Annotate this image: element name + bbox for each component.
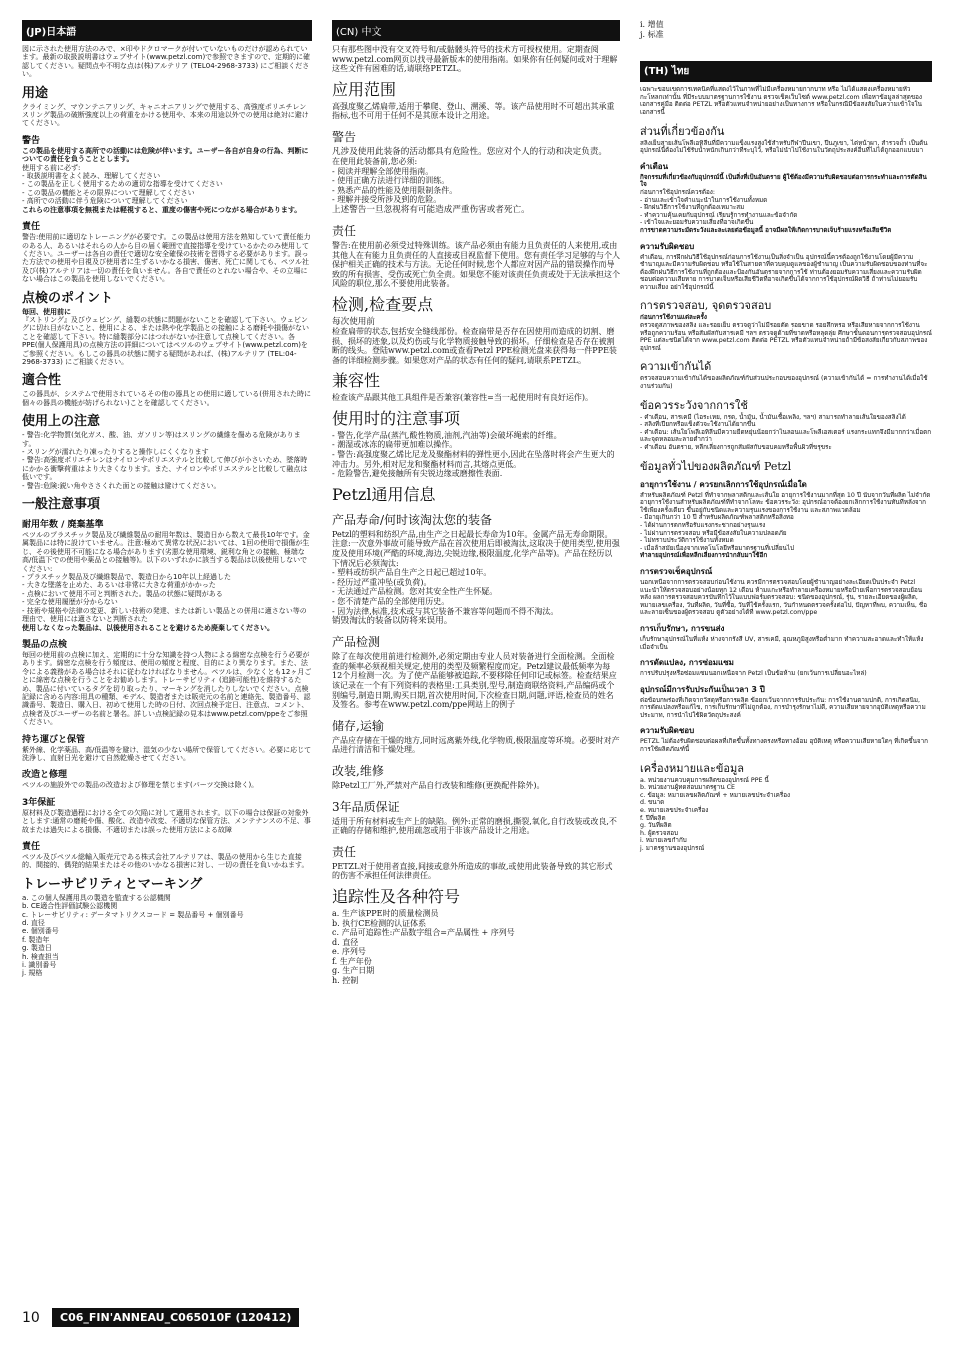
list-item: - มีอายุเกินกว่า 10 ปี สำหรับผลิตภัณฑ์พลาสติกหรือสิ่งทอ [640,514,794,522]
cn-trace-title: 追踪性及各种符号 [332,886,461,906]
jp-compat-text: この器具が、システムで使用されているその他の器具との使用に適している(併用された時に個々の器具の機能が妨げられない)ことを確認してください。 [22,390,312,407]
jp-warranty-title: 3年保証 [22,797,56,808]
th-prec-list [640,414,932,452]
list-item: - ฝึกฝนวิธีการใช้งานที่ถูกต้องเหมาะสม [640,204,745,212]
cn-warning-end: 上述警告一旦忽视将有可能造成严重伤害或者死亡。 [332,204,530,215]
th-liability-text: PETZL ไม่ต้องรับผิดชอบต่อผลที่เกิดขึ้นทั้งทางตรงหรือทางอ้อม อุบัติเหตุ หรือความเสียหายใดๆ ที่เกิดขึ้นจากการใช้ผลิตภัณฑ์นี้ [640,738,928,754]
cn-compat-text: 检查该产品跟其他工具组件是否兼容(兼容性=当一起使用时有良好运作)。 [332,393,593,403]
list-item: - 潮湿或冰冻的扁带更加难以操作。 [332,440,458,450]
cn-warning-list [332,167,620,205]
jp-resp-title: 責任 [22,222,41,233]
list-item: e. หมายเลขประจำเครื่อง [640,807,709,815]
jp-warning-list [22,172,312,206]
jp-resp-text: 警告:使用前に適切なトレーニングが必要です。この製品は使用方法を熟知していて責任能力のある人、あるいはそれらの人から目の届く範囲で直接指導を受けているかたのみ使用してください。ユーザーは各自の責任で適切な安全確保の技術を習得する必要があります。誤った方法での使用や目視及び使用者に生ずるいかなる損害、傷害、死亡に関しても、ペツル社及び(株)アルテリアは一切の責任を負いません。各自で責任のとれない場合や、その立場にない場合はこの製品を使用しないでください。 [22,233,311,284]
language-header-jp: (JP)日本語 [22,20,312,41]
jp-compat-title: 適合性 [22,373,62,389]
jp-liability-title: 責任 [22,842,41,852]
list-item: - 危险警告,避免接触所有尖锐边缘或磨擦性表面. [332,469,503,479]
list-item: - คำเตือน อันตราย, หลีกเลี่ยงการถูกสัมผัสกับขอบคมหรือพื้นผิวที่ขรุขระ [640,444,832,451]
list-item: - 大きな墜落を止めた、あるいは非常に大きな荷重がかかった [22,581,216,590]
list-item: a. 生产该PPE时的质量检测员 [332,908,439,918]
list-item: - 无法通过产品检测。您对其安全性产生怀疑。 [332,587,498,597]
list-item: c. 产品可追踪性:产品数字组合=产品属性 + 序列号 [332,928,515,938]
th-liability-title: ความรับผิดชอบ [640,726,695,736]
jp-prec-title: 使用上の注意 [22,414,101,430]
list-item: - อ่านและเข้าใจคำแนะนำในการใช้งานทั้งหมด [640,196,768,204]
list-item: - 点検において使用不可と判断された。製品の状態に疑問がある [22,589,223,598]
list-item: i. 識別番号 [22,961,57,970]
th-life-list [640,514,932,552]
jp-insp-text: 毎回の使用前の点検に加え、定期的に十分な知識を持つ人物による綿密な点検を行う必要があります。綿密な点検を行う頻度は、使用の頻度と程度、目的により異なります。また、法令による義務がある場合はそれに従わなければなりません。ペツルは、少なくとも12ヶ月ごとに綿密な点検を行うことをお勧めします。トレーサビリティ (追跡可能性)を維持するため、製品に付いているタグを切り取ったり、マーキングを消したりしないでください。点検記録に含める内容:用具の種類、モデル、製造者または販売元の名前と連絡先、製造番号、認識番号、製造日、購入日、初めて使用した時の日付、次回点検予定日、注意点、コメント、点検者及びユーザーの名前と署名。詳しい点検記録の見本はwww.petzl.com/ppeをご参照ください。 [22,650,312,727]
th-trace-list [640,777,932,853]
cn-warranty-title: 3年品质保证 [332,799,400,814]
list-item: - 塑料或纺织产品自生产之日起已超过10年。 [332,568,492,578]
page-footer [22,1308,322,1330]
cn-compat-title: 兼容性 [332,371,381,391]
list-item: c. トレーサビリティ: データマトリクスコード = 製品番号 + 個別番号 [22,910,244,919]
th-compat-text: ตรวจสอบความเข้ากันได้ของผลิตภัณฑ์กับส่วนประกอบของอุปกรณ์ (ความเข้ากันได้ = การทำงานได้เมื่อใช้งานร่วมกัน) [640,375,928,391]
jp-life-end: 使用しなくなった製品は、以後使用されることを避けるため廃棄してください。 [22,623,274,632]
language-header-cn: (CN) 中文 [332,20,620,41]
list-item: j. 标准 [640,29,664,39]
list-item: - 因为法律,标准,技术或与其它装备不兼容等问题而不得不淘汰。 [332,606,559,616]
cn-liability-title: 责任 [332,844,357,859]
th-check-sub: ก่อนการใช้งานแต่ละครั้ง [640,314,707,322]
jp-intro: 図に示された使用方法のみで、×印やドクロマークが付いていないものだけが認められています。最新の取扱説明書はウェブサイト(www.petzl.com)で参照できますので、定期的に確認してください。疑問点や不明な点は(株)アルテリア (TEL04-2968-3733) にご相談ください。 [22,45,311,79]
th-compat-title: ความเข้ากันได้ [640,360,712,374]
jp-mod-title: 改造と修理 [22,770,68,781]
list-item: f. ปีที่ผลิต [640,814,666,822]
list-item: - 技術や規格や法律の変更、新しい技術の発達、または新しい製品との併用に適さない等の理由で、使用には適さないと判断された [22,606,307,624]
cn-life-title: 产品寿命/何时该淘汰您的装备 [332,512,493,527]
th-trace-title: เครื่องหมายและข้อมูล [640,761,744,775]
list-item: e. 個別番号 [22,927,59,936]
list-item: b. 执行CE检测的认证体系 [332,918,427,928]
list-item: i. 增值 [640,20,664,29]
thai-column [640,20,932,853]
cn-resp-title: 责任 [332,223,357,238]
list-item: - 取扱説明書をよく読み、理解してください [22,172,161,181]
japanese-column [22,20,312,978]
jp-insp-title: 製品の点検 [22,639,68,650]
jp-warning-title: 警告 [22,135,41,146]
th-mod-text: การปรับปรุงหรือซ่อมแซมนอกเหนือจาก Petzl เป็นข้อห้าม (ยกเว้นการเปลี่ยนอะไหล่) [640,670,867,678]
cn-store-title: 储存,运输 [332,718,384,733]
cn-life-list [332,568,620,616]
jp-usage-title: 用途 [22,85,49,101]
cn-trace-list [332,909,620,986]
list-item: - ทำความคุ้นเคยกับอุปกรณ์ เรียนรู้การทำงานและข้อจำกัด [640,211,798,219]
th-warranty-text: ต่อข้อบกพร่องที่เกิดจากวัสดุหรือการผลิต ข้อยกเว้นจากการรับประกัน: การใช้งานตามปกติ, การเกิดสนิม, การดัดแปลงหรือแก้ไข, การเก็บรักษาที่ไม่ถูกต้อง, การบำรุงรักษาไม่ดี, ความเสียหายจากอุบัติเหตุหรือความประมาท, การนำไปใช้ผิดวัตถุประสงค์ [640,696,926,719]
jp-liability-text: ペツル及びペツル総輸入販売元である株式会社アルテリアは、製品の使用から生じた直接的、間接的、偶発的結果またはその他のいかなる損害に対し、一切の責任を負いかねます。 [22,853,309,870]
list-item: h. 控制 [332,976,359,986]
cn-usage-text: 高强度聚乙烯扁带,适用于攀爬、登山、溯溪、等。该产品使用时不可超出其承重指标,也不可用于任何不是其原本设计之用途。 [332,101,615,121]
list-item: - 警告:高強度ポリエチレンはナイロンやポリエステルと比較して伸びが小さいため、墜落時にかかる衝撃荷重はより大きくなります。また、ナイロンやポリエステルと比較して融点は低いです。 [22,456,308,482]
list-item: g. 製造日 [22,944,52,953]
list-item: - この製品の機能とその限界について理解してください [22,188,195,197]
cn-warranty-text: 适用于所有材料或生产上的缺陷。例外:正常的磨损,撕裂,氧化,自行改装或改良,不正确的存储和维护,使用疏忽或用于非该产品设计之用途。 [332,816,617,836]
th-warning-title: คำเตือน [640,161,669,171]
jp-check-title: 点検のポイント [22,290,114,306]
list-item: - 您不清楚产品的全部使用历史。 [332,597,450,606]
th-warning-pre: ก่อนการใช้อุปกรณ์ควรต้อง: [640,188,715,196]
page-number: 10 [22,1310,40,1326]
jp-mod-text: ペツルの施設外での製品の改造および修理を禁じます(パーツ交換は除く)。 [22,781,259,790]
list-item: - 使用正确方法进行详细的训练。 [332,176,450,186]
th-intro: เฉพาะขอบเขตการเทคนิคที่แสดงไว้ในภาพที่ไม่มีเครื่องหมายกากบาท หรือ ไม่ได้แสดงเครื่องหมายหัวกะโหลกเท่านั้น ที่มีระบบมาตรฐานการใช้งาน ตรวจเช็คเว็บไซต์ www.petzl.com เพื่อหาข้อมูลล่าสุดของเอกสารคู่มือ ติดต่อ PETZL หรือตัวแทนจำหน่ายอย่างเป็นทางการ หรือในกรณีมีข้อสงสัยในความเข้าใจในเอกสารนี้ [640,86,923,116]
list-item: f. 生产年份 [332,956,372,966]
cn-life-end: 销毁淘汰的装备以防将来误用。 [332,616,453,627]
th-warning-end: การขาดความระมัดระวังและละเลยต่อข้อมูลนี้ อาจมีผลให้เกิดการบาดเจ็บร้ายแรงหรือเสียชีวิต [640,226,892,234]
list-item: - สลิงที่เปียกหรือแข็งตัวจะใช้งานได้ยากขึ้น [640,421,756,429]
cn-warning-bold: 凡涉及使用此装备的活动都具有危险性。您应对个人的行动和决定负责。 [332,146,608,157]
document-code: C06_FIN'ANNEAU_C065010F (120412) [52,1308,299,1327]
th-general-title: ข้อมูลทั่วไปของผลิตภัณฑ์ Petzl [640,459,792,473]
cn-insp-text: 除了在每次使用前进行检测外,必须定期由专业人员对装备进行全面检测。全面检查的频率必须视相关规定,使用的类型及频繁程度而定。Petzl建议最低频率为每12个月检测一次。为了使产品能够被追踪,不要移除任何印记或标签。检查结果应该记录在一个有下列资料的表格里:工具类别,型号,制造商联络资料,产品编码或个别编号,制造日期,购买日期,首次使用时间,下次检查日期,问题,评语,检查员的姓名及签名。参考在www.petzl.com/ppe网站上的例子 [332,652,617,710]
cn-usage-title: 应用范围 [332,79,397,99]
cn-insp-title: 产品检测 [332,635,381,650]
list-item: a. この個人保護用具の製造を監査する公認機関 [22,893,171,902]
cn-mod-title: 改装,维修 [332,763,384,778]
list-item: - ได้ผ่านการตกหรือรับแรงกระชากอย่างรุนแรง [640,521,766,529]
list-item: - スリングが濡れたり凍ったりすると操作しにくくなります [22,448,209,456]
cn-general-title: Petzl通用信息 [332,484,436,504]
list-item: h. ผู้ตรวจสอบ [640,829,679,837]
jp-warning-end: これらの注意事項を無視または軽視すると、重度の傷害や死につながる場合があります。 [22,205,302,214]
list-item: - 警告:高强度聚乙烯比尼龙及聚酯材料的弹性更小,因此在坠落时将会产生更大的冲击力。另外,相对尼龙和聚酯材料而言,其熔点更低。 [332,450,615,469]
list-item: d. ขนาด [640,799,665,807]
jp-trace-list [22,894,312,978]
jp-life-text: ペツルのプラスチック製品及び繊維製品の耐用年数は、製造日から数えて最長10年です。金属製品には特に設けていません。注意:極めて異常な状況においては、1回の使用で損傷が生じ、その後使用不可能になる場合があります(劣悪な使用環境、鋭利な角との接触、極端な高/低温下での使用や薬品との接触等)。以下のいずれかに該当する製品は以後使用しないでください: [22,531,310,573]
th-usage-text: สลิงเย็บสายเส้นโพลีเอทิลีนที่มีความแข็งแรงสูงใช้สำหรับกีฬาปีนเขา, ปีนภูเขา, ไต่หน้าผา, สำรวจถ้ำ เป็นต้น อุปกรณ์นี้ต้องไม่ใช้รับน้ำหนักเกินกว่าที่ระบุไว้, หรือไม่นำไปใช้งานในวัตถุประสงค์อื่นที่ไม่ได้ถูกออกแบบมา [640,139,928,155]
cn-check-text: 检查扁带的状态,包括安全缝线部份。检查扁带是否存在因使用而造成的切割、磨损、损坏的迹象,以及灼伤或与化学物质接触导致的损坏。仔细检查是否存在被割断的线头。登陆www.petzl.com或查看Petzl PPE检测光盘来获得每一件PPE装备的详细检测步骤。如果您对产品的状态有任何的疑问,请联系PETZL。 [332,326,617,365]
list-item: c. ข้อมูล: หมายเลขผลิตภัณฑ์ + หมายเลขประจำเครื่อง [640,791,791,799]
cn-resp-text: 警告:在使用前必须受过特殊训练。该产品必须由有能力且负责任的人来使用,或由其他人在有能力且负责任的人直接或目视监督下使用。您有责任学习足够的与个人保护相关正确的技术与方法。无论任何时候,您个人都应对因产品的错误操作而导致的所有损害、受伤或死亡负全责。如果您不能对该责任负责或处于无法承担这个风险的职位,那么不要使用此装备。 [332,240,620,289]
list-item: f. 製造年 [22,935,50,944]
cn-liability-text: PETZL对于使用者直接,间接或意外所造成的事故,或使用此装备导致的其它形式的伤害不承担任何法律责任。 [332,861,613,881]
list-item: - ไม่ทราบประวัติการใช้งานทั้งหมด [640,537,734,545]
list-item: - ไม่ผ่านการตรวจสอบ หรือมีข้อสงสัยในความปลอดภัย [640,529,787,537]
cn-store-text: 产品应存储在干燥的地方,同时远离紫外线,化学物质,极限温度等环境。必要时对产品进行清洁和干燥处理。 [332,735,620,755]
jp-life-list [22,573,312,623]
cn-check-sub: 每次使用前 [332,316,375,327]
language-header-th: (TH) ไทย [640,61,932,82]
th-warning-list [640,197,932,227]
list-item: a. หน่วยงานควบคุมการผลิตของอุปกรณ์ PPE นี้ [640,776,769,784]
jp-general-title: 一般注意事項 [22,497,101,513]
th-life-text: สำหรับผลิตภัณฑ์ Petzl ที่ทำจากพลาสติกและเส้นใย อายุการใช้งานมากที่สุด 10 ปี นับจากวันที่ผลิต ไม่จำกัดอายุการใช้งานสำหรับผลิตภัณฑ์ที่ทำจากโลหะ ข้อควรระวัง: อุปกรณ์อาจต้องยกเลิกการใช้งานทันทีหลังจากใช้เพียงครั้งเดียว ขึ้นอยู่กับชนิดและความรุนแรงของการใช้งาน และสภาพแวดล้อม [640,491,931,514]
list-item: g. วันที่ผลิต [640,822,672,830]
th-check-text: ตรวจดูสภาพของสลิง และรอยเย็บ ตรวจดูว่าไม่มีรอยตัด รอยขาด รอยสึกหรอ หรือเสียหายจากการใช้งาน หรือถูกความร้อน หรือสัมผัสกับสารเคมี ฯลฯ ตรวจดูด้ายที่ขาดหรือหลุดลุ่ย ศึกษาขั้นตอนการตรวจสอบอุปกรณ์ PPE แต่ละชนิดได้จาก www.petzl.com ติดต่อ PETZL หรือตัวแทนจำหน่ายถ้ามีข้อสงสัยเกี่ยวกับสภาพของอุปกรณ์ [640,322,932,352]
list-item: - เมื่อล้าสมัยเนื่องจากเทคโนโลยีหรือมาตรฐานที่เปลี่ยนไป [640,544,795,552]
list-item: b. CE適合性評価試験公認機関 [22,902,118,911]
list-item: - 高所での活動に伴う危険について理解してください [22,197,188,206]
th-store-title: การเก็บรักษา, การขนส่ง [640,623,725,633]
list-item: d. 直径 [22,919,45,928]
cn-warning-title: 警告 [332,129,357,144]
th-store-text: เก็บรักษาอุปกรณ์ในที่แห้ง ห่างจากรังสี UV, สารเคมี, อุณหภูมิสูงหรือต่ำมาก ทำความสะอาดและทำให้แห้งเมื่อจำเป็น [640,635,924,651]
th-prec-title: ข้อควรระวังจากการใช้ [640,398,748,412]
th-warranty-title: อุปกรณ์มีการรับประกันเป็นเวลา 3 ปี [640,684,765,694]
list-item: - คำเตือน, สารเคมี (ไอระเหย, กรด, น้ำมัน, น้ำมันเชื้อเพลิง, ฯลฯ) สามารถทำลายเส้นใยของสลิงได้ [640,413,906,421]
list-item: h. 検査担当 [22,952,59,961]
jp-check-text: 『ストリング』及びウェビング、縫製の状態に問題がないことを確認して下さい。ウェビングに切れ目がないこと、使用による、または熱や化学製品との接触による磨耗や損傷がないことを確認して下さい。特に縫製部分にはつれがないか注意して点検してください。各PPE(個人保護用具)の点検方法の詳細についてはペツルのウェブサイト(www.petzl.com)をご参照ください。もしこの器具の状態に関する疑問があれば、(株)アルテリア (TEL:04-2968-3733) にご相談ください。 [22,315,309,366]
jp-life-title: 耐用年数 / 廃棄基準 [22,520,104,531]
th-usage-title: ส่วนที่เกี่ยวข้องกัน [640,124,725,138]
list-item: - 阅读并理解全部使用指南。 [332,166,434,176]
th-check-title: การตรวจสอบ, จุดตรวจสอบ [640,299,772,313]
list-item: g. 生产日期 [332,966,375,976]
list-item: e. 序列号 [332,947,366,957]
jp-store-title: 持ち運びと保管 [22,734,86,745]
list-item: - 经历过严重冲坠(或负荷)。 [332,577,432,587]
th-life-end: ทำลายอุปกรณ์เพื่อหลีกเลี่ยงการนำกลับมาใช้อีก [640,552,768,560]
jp-trace-title: トレーサビリティとマーキング [22,876,203,892]
jp-prec-list [22,431,312,490]
list-item: - この製品を正しく使用するための適切な指導を受けてください [22,180,223,189]
cn-intro: 只有那些图中没有交叉符号和/或骷髅头符号的技术方可授权使用。定期查阅www.petzl.com网页以找寻最新版本的使用指南。如果你有任何疑问或对于理解这些文件有困难的话,请联络PETZL。 [332,45,618,74]
list-item: - 警告:化学物質(気化ガス、酸、油、ガソリン等)はスリングの繊維を傷める危険があります。 [22,431,301,448]
list-item: - 理解并接受所涉及到的危险。 [332,195,442,205]
list-item: i. หมายเลขกำกับ [640,837,687,845]
list-item: j. มาตรฐานของอุปกรณ์ [640,845,705,852]
list-item: - 警告,化学产品(蒸汽,酸性物质,油剂,汽油等)会破坏绳索的纤维。 [332,430,562,440]
list-item: j. 規格 [22,969,43,978]
cn-trace-continued [640,20,932,39]
list-item: b. หน่วยงานผู้ทดสอบมาตรฐาน CE [640,784,735,792]
th-insp-text: นอกเหนือจากการตรวจสอบก่อนใช้งาน ควรมีการตรวจสอบโดยผู้ชำนาญอย่างละเอียดเป็นประจำ Petzl แนะนำให้ตรวจสอบอย่างน้อยทุก 12 เดือน ห้ามแกะหรือทำลายเครื่องหมายหรือป้ายเพื่อการตรวจสอบย้อนหลัง ผลการตรวจสอบควรบันทึกไว้ในแบบฟอร์มตรวจสอบ: ชนิดของอุปกรณ์, รุ่น, รายละเอียดของผู้ผลิต, หมายเลขเครื่อง, วันที่ผลิต, วันที่ซื้อ, วันที่ใช้ครั้งแรก, วันกำหนดตรวจครั้งต่อไป, ปัญหาที่พบ, ความเห็น, ชื่อและลายเซ็นของผู้ตรวจสอบ ดูตัวอย่างได้ที่ www.petzl.com/ppe [640,578,927,617]
th-warning-bold: กิจกรรมที่เกี่ยวข้องกับอุปกรณ์นี้ เป็นสิ่งที่เป็นอันตราย ผู้ใช้ต้องมีความรับผิดชอบต่อการกระทำและการตัดสินใจ [640,173,927,189]
list-item: - 完全な使用履歴が分からない [22,598,118,607]
cn-check-title: 检测,检查要点 [332,294,434,314]
cn-warning-pre: 在使用此装备前,您必须: [332,156,418,166]
chinese-column [332,20,620,986]
cn-mod-text: 除Petzl工厂外,严禁对产品自行改装和维修(更换配件除外)。 [332,780,545,790]
th-insp-title: การตรวจเช็คอุปกรณ์ [640,566,713,576]
jp-usage-text: クライミング、マウンテニアリング、キャニオニアリングで使用する、高強度ポリエチレンスリング製品の破断強度以上の荷重をかける使用や、本来の用途以外での使用は絶対に避けてください。 [22,102,309,128]
jp-store-text: 紫外線、化学薬品、高/低温等を避け、湿気の少ない場所で保管してください。必要に応じて洗浄し、直射日光を避けて自然乾燥させてください。 [22,745,312,762]
cn-prec-title: 使用时的注意事项 [332,408,461,428]
list-item: - プラスチック製品及び繊維製品で、製造日から10年以上経過した [22,573,231,582]
jp-warning-bold: この製品を使用する高所での活動には危険が伴います。ユーザー各自が自身の行為、判断についての責任を負うこととします。 [22,146,309,164]
jp-check-sub: 毎回、使用前に [22,307,71,316]
th-resp-title: ความรับผิดชอบ [640,241,695,251]
jp-warning-pre: 使用する前に必ず: [22,163,81,172]
th-resp-text: คำเตือน, การฝึกฝนวิธีใช้อุปกรณ์ก่อนการใช้งานเป็นสิ่งจำเป็น อุปกรณ์นี้ควรต้องถูกใช้งานโดยผู้มีความชำนาญและมีความรับผิดชอบ หรือใช้ในสายตาที่ควบคุมดูแลของผู้ชำนาญ เป็นความรับผิดชอบของท่านที่จะต้องฝึกฝนวิธีการใช้งานที่ถูกต้องและป้องกันอันตรายจากการใช้ ท่านต้องยอมรับความเสี่ยงและความรับผิดชอบต่อความเสียหาย การบาดเจ็บหรือเสียชีวิตที่อาจเกิดขึ้นได้จากการใช้อุปกรณ์ผิดวิธี ถ้าท่านไม่ยอมรับความเสี่ยง อย่าใช้อุปกรณ์นี้ [640,253,928,291]
jp-warranty-text: 原材料及び製造過程における全ての欠陥に対して適用されます。以下の場合は保証の対象外とします:通常の磨耗や傷、酸化、改造や改変、不適切な保管方法、メンテナンスの不足、事故または過失による損傷、不適切または誤った使用方法による故障 [22,808,311,834]
list-item: - คำเตือน: เส้นใยโพลีเอทิลีนมีความยืดหยุ่นน้อยกว่าไนลอนและโพลีเอสเตอร์ แรงกระแทกจึงมีมากกว่าเมื่อตก และจุดหลอมละลายต่ำกว่า [640,428,932,444]
cn-prec-list [332,431,620,479]
cn-life-text: Petzl的塑料和纺织产品,由生产之日起最长寿命为10年。金属产品无寿命期限。注意:一次意外事故可能导致产品在首次使用后即被淘汰,这取决于使用类型,使用强度及使用环境(严酷的环境,海边,尖锐边缘,极限温度,化学产品等)。产品在经历以下情况后必须淘汰: [332,529,620,568]
list-item: - 熟悉产品的性能及使用限制条件。 [332,185,458,195]
th-life-title: อายุการใช้งาน / ควรยกเลิกการใช้อุปกรณ์เมื่อใด [640,479,807,489]
list-item: - 警告:危険:鋭い角やささくれた面との接触は避けてください。 [22,481,221,490]
th-mod-title: การดัดแปลง, การซ่อมแซม [640,658,734,668]
list-item: d. 直径 [332,937,359,947]
list-item: - เข้าใจและยอมรับความเสี่ยงที่อาจเกิดขึ้น [640,219,754,227]
